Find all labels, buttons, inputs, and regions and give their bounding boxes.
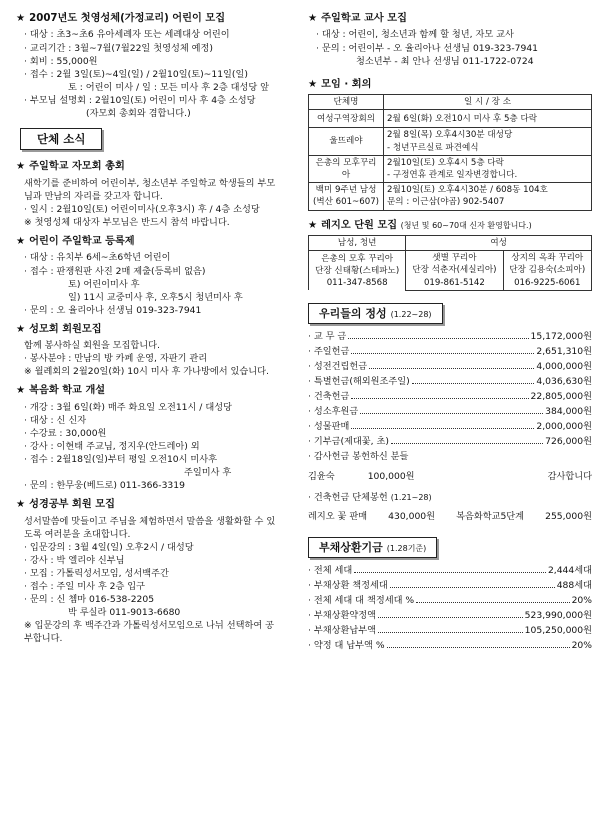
finance-label: · 기부금(제대꽃, 초) [308,436,389,448]
star-icon: ★ [308,13,318,24]
star-icon: ★ [16,323,26,335]
leader-name: 단장 김용숙(소피아) [509,265,586,276]
text-line: · 대상 : 신 신자 [24,415,87,426]
section-title: 성경공부 회원 모집 [29,499,115,511]
evangelization-school-section [16,384,300,492]
table-header: 단체명 [309,95,384,110]
text-line: · 접수 : 2월18일(일)부터 평일 오전10시 미사후 [24,454,218,466]
section-title: 주일학교 자모회 총회 [29,161,125,173]
heading-text: 부채상환기금 [319,540,383,554]
finance-value: 105,250,000원 [524,625,592,637]
heading-period: (1.28기준) [386,543,427,553]
debt-fund-section [308,523,592,653]
text-line: ※ 입문강의 후 백주간과 가톨릭성서모임으로 나뉘 선택하여 공 [24,620,275,632]
section-title: 모임 · 회의 [321,78,372,90]
phone-number: 019-861-5142 [423,277,485,288]
group-news-heading: 단체 소식 [20,128,102,150]
finance-row [308,418,592,433]
text-line: · 문의 : 어린이부 - 오 율리아나 선생님 019-323-7941 [316,42,539,54]
finance-label: · 성소후원금 [308,406,359,418]
text-line: 박 루실라 011-9013-6680 [68,607,181,619]
group-name: 레지오 꽃 판매 [308,510,368,522]
finance-row [308,637,592,652]
finance-value: 4,036,630원 [536,376,592,388]
text-line: · 수강료 : 30,000원 [24,428,107,440]
text-line: 부합니다. [24,633,63,645]
section-title: 어린이 주일학교 등록제 [29,235,135,247]
table-cell [309,251,406,291]
group-name: 복음화학교5단계 [456,510,525,522]
text-line: · 대상 : 초3~초6 유아세례자 또는 세례대상 어린이 [24,29,230,41]
first-communion-section [16,12,300,120]
meetings-section [308,78,592,211]
section-title: 성모회 회원모집 [29,323,102,335]
text-line: · 접수 : 판쟁원판 사진 2매 제출(등록비 없음) [24,265,206,277]
text-line: 토 : 어린이 미사 / 일 : 모든 미사 후 2층 대성당 앞 [68,81,270,93]
legio-table [308,235,592,291]
finance-row [308,403,592,418]
donation-amount: 430,000원 [388,510,436,522]
table-cell [503,251,591,291]
finance-row [308,592,592,607]
finance-value: 726,000원 [545,436,592,448]
section-title: 레지오 단원 모집 [321,219,398,231]
debt-fund-heading [308,537,437,559]
finance-value: 384,000원 [545,406,592,418]
star-icon: ★ [16,385,26,397]
finance-value: 15,172,000원 [530,331,592,343]
finance-row [308,577,592,592]
table-row [309,128,592,155]
heading-text: 우리들의 정성 [319,306,387,320]
finance-label: · 주일헌금 [308,346,350,358]
text-line: · 부모님 설명회 : 2월10일(토) 어린이 미사 후 4층 소성당 [24,94,256,106]
finance-value: 523,990,000원 [524,610,592,622]
finance-value: 4,000,000원 [536,361,592,373]
finance-label: · 약정 대 납부액 % [308,640,385,652]
leader-name: 단장 석춘자(세실리아) [412,265,497,276]
table-header-row [309,95,592,110]
finance-label: · 건축헌금 [308,391,350,403]
star-icon: ★ [308,219,318,231]
finance-row [308,622,592,637]
text-line: · 문의 : 신 쳄마 016-538-2205 [24,594,155,606]
bible-study-section [16,498,300,645]
text-line: · 접수 : 2월 3일(토)~4일(일) / 2월10일(토)~11일(일) [24,68,248,80]
text-line: ※ 월례회의 2월20일(화) 10시 미사 후 가나방에서 있습니다. [24,366,269,378]
finance-value: 20% [571,595,592,607]
table-row [309,155,592,182]
text-line: (자모회 총회와 겸합니다.) [86,107,191,119]
build-period: (1.21~28) [390,492,432,502]
text-line: 님과 만남의 자리를 갖고자 합니다. [24,190,163,202]
leader-name: 단장 신태황(스테파노) [315,265,400,276]
finance-label: · 전체 세대 [308,565,353,577]
heading-period: (1.22~28) [390,309,432,319]
curia-name: 샛별 꾸리아 [432,253,477,264]
registration-section [16,235,300,317]
text-line: · 대상 : 유치부 6세~초6학년 어린이 [24,252,171,264]
table-cell: 2월 8일(목) 오후4시30분 대성당 - 청년꾸르실료 파견예식 [384,128,592,155]
text-line: · 일시 : 2월10일(토) 어린이미사(오후3시) 후 / 4층 소성당 [24,203,260,215]
phone-number: 016-9225-6061 [514,277,581,288]
finance-value: 22,805,000원 [530,391,592,403]
finance-row [308,373,592,388]
text-line: · 개강 : 3월 6일(화) 매주 화요일 오전11시 / 대성당 [24,401,232,413]
offerings-heading [308,303,443,325]
finance-row [308,343,592,358]
teacher-recruit-section [308,12,592,68]
right-column [308,6,592,652]
thanks-text: 감사합니다 [547,470,592,482]
donor-name: 김윤숙 [308,470,335,482]
table-header: 여성 [406,236,592,251]
finance-label: · 교 무 금 [308,331,347,343]
mother-society-section [16,323,300,379]
finance-label: · 성물판매 [308,421,350,433]
table-cell: 여성구역장회의 [309,110,384,128]
finance-row [308,433,592,448]
donation-amount: 255,000원 [545,510,592,522]
table-row [309,183,592,210]
text-line: 함께 봉사하실 회원을 모집합니다. [24,340,160,352]
text-line: · 교리기간 : 3월~7월(7월22일 첫영성체 예정) [24,42,213,54]
text-line: · 대상 : 어린이, 청소년과 함께 할 청년, 자모 교사 [316,29,514,41]
finance-row [308,607,592,622]
finance-label: · 부채상환 책정세대 [308,580,388,592]
section-title: 주일학교 교사 모집 [321,13,407,24]
finance-value: 2,444세대 [547,565,592,577]
thanks-row [308,470,592,483]
text-line: · 강사 : 이현태 주교님, 정지우(안드레아) 외 [24,441,200,453]
building-fund-title [308,491,592,504]
star-icon: ★ [16,13,26,24]
building-fund-row [308,510,592,523]
finance-row [308,562,592,577]
curia-name: 상지의 옥좌 꾸리아 [511,253,584,264]
text-line: 일) 11시 교중미사 후, 오후5시 청년미사 후 [68,291,243,303]
table-cell: 2월10일(토) 오후4시30분 / 608동 104호 문의 : 이근삼(야곱) 902-5407 [384,183,592,210]
table-cell [406,251,503,291]
finance-label: · 전체 세대 대 책정세대 % [308,595,415,607]
section-note: (청년 및 60~70대 신자 환영합니다.) [400,220,532,230]
finance-value: 488세대 [556,580,592,592]
table-cell: 2월 6일(화) 오전10시 미사 후 5층 다락 [384,110,592,128]
star-icon: ★ [16,235,26,247]
text-line: 청소년부 - 최 안나 선생님 011-1722-0724 [356,55,534,67]
table-cell: 은총의 모후꾸리아 [309,155,384,182]
text-line: · 접수 : 주일 미사 후 2층 입구 [24,581,146,593]
legio-section [308,219,592,291]
section-title: 복음화 학교 개설 [29,385,106,397]
text-line: 도록 여러분을 초대합니다. [24,528,131,540]
text-line: · 모집 : 가톨릭성서모임, 성서백주간 [24,568,169,580]
finance-label: · 성전건립헌금 [308,361,368,373]
table-header-row [309,236,592,251]
section-title: 2007년도 첫영성체(가정교리) 어린이 모집 [29,13,226,24]
star-icon: ★ [16,499,26,511]
text-line: 주일미사 후 [184,467,232,479]
text-line: ※ 첫영성체 대상자 부모님은 반드시 참석 바랍니다. [24,216,230,228]
table-cell: 울뜨레야 [309,128,384,155]
finance-label: · 특별헌금(해외원조주일) [308,376,410,388]
text-line: · 입문강의 : 3월 4일(일) 오후2시 / 대성당 [24,541,194,553]
finance-value: 20% [571,640,592,652]
finance-row [308,328,592,343]
build-title-text: · 건축헌금 단체봉헌 [308,491,388,503]
left-column [16,6,300,645]
donation-amount: 100,000원 [367,470,415,482]
finance-value: 2,000,000원 [536,421,592,433]
table-header: 일 시 / 장 소 [384,95,592,110]
table-row [309,110,592,128]
text-line: · 봉사분야 : 만남의 방 카페 운영, 자판기 관리 [24,353,208,365]
finance-value: 2,651,310원 [536,346,592,358]
text-line: · 문의 : 오 율리아나 선생님 019-323-7941 [24,304,202,316]
curia-name: 은총의 모후 꾸리아 [321,253,394,264]
table-header: 남성, 청년 [309,236,406,251]
text-line: · 회비 : 55,000원 [24,55,98,67]
text-line: 새학기를 준비하여 어린이부, 청소년부 주일학교 학생들의 부모 [24,177,276,189]
star-icon: ★ [16,161,26,173]
table-cell: 백미 9주년 남성 (벽산 601~607) [309,183,384,210]
finance-row [308,358,592,373]
meetings-table [308,94,592,210]
text-line: · 강사 : 박 엘리야 신부님 [24,555,125,567]
offerings-section [308,291,592,523]
text-line: 성서말씀에 맛들이고 주님을 체험하면서 말씀을 생활화할 수 있 [24,515,276,527]
table-row [309,251,592,291]
star-icon: ★ [308,78,318,90]
finance-row [308,388,592,403]
text-line: 토) 어린이미사 후 [68,278,140,290]
finance-label: · 부채상환납부액 [308,625,376,637]
phone-number: 011-347-8568 [326,277,388,288]
table-cell: 2월10일(토) 오후4시 5층 다락 - 구정연휴 관계로 일자변경합니다. [384,155,592,182]
thanks-title: · 감사헌금 봉헌하신 분들 [308,451,409,463]
parents-meeting-section [16,160,300,229]
text-line: · 문의 : 한무웅(베드로) 011-366-3319 [24,480,185,492]
finance-label: · 부채상환약정액 [308,610,376,622]
